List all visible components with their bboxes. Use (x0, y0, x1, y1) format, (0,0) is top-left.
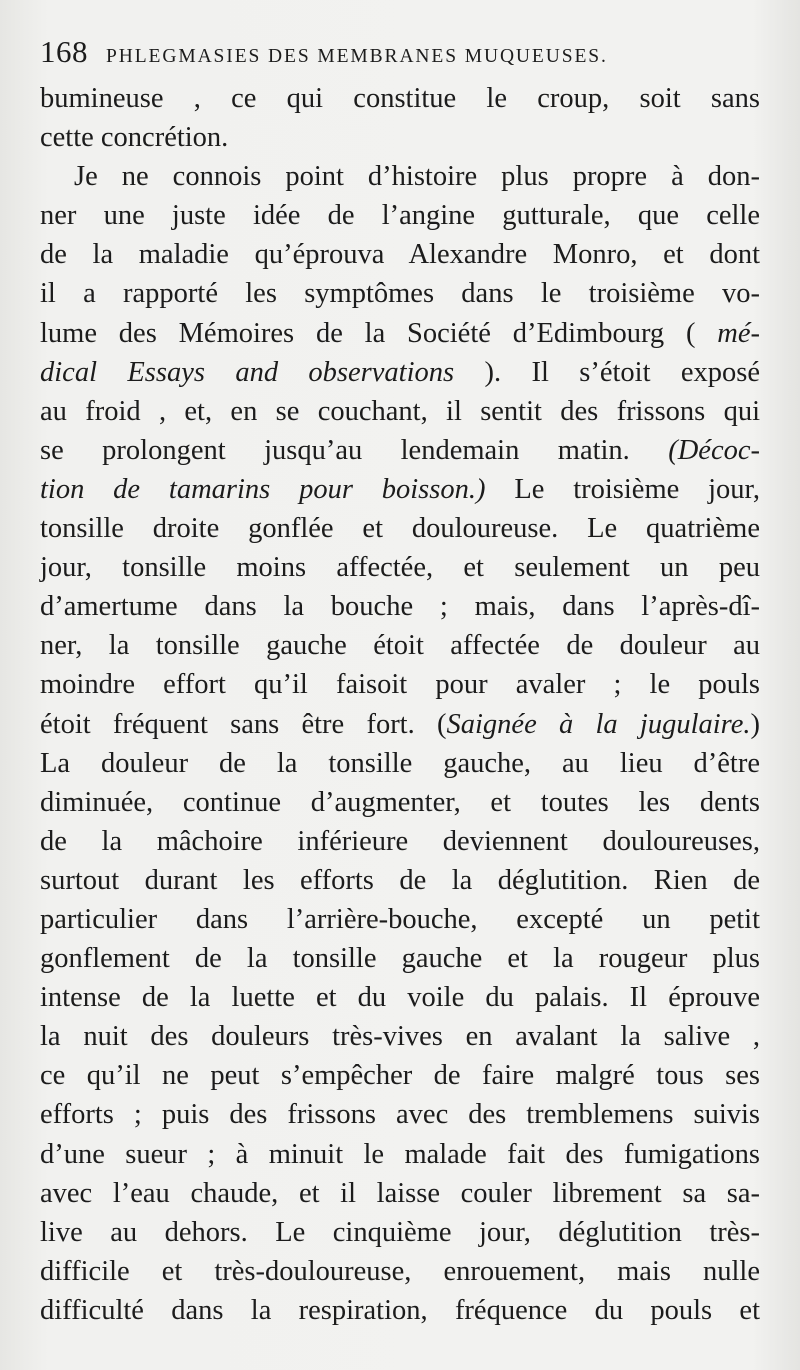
text-line: particulier dans l’arrière-bouche, excepté un petit (40, 903, 760, 935)
text-line: gonflement de la tonsille gauche et la rougeur plus (40, 943, 760, 975)
text-line: lume des Mémoires de la Société d’Edimbourg ( mé- (40, 317, 760, 349)
text-line: ner une juste idée de l’angine gutturale, que celle (40, 200, 760, 232)
text-line: tion de tamarins pour boisson.) Le troisième jour, (40, 473, 760, 505)
text-line: difficile et très-douloureuse, enrouement, mais nulle (40, 1255, 760, 1287)
text-line: diminuée, continue d’augmenter, et toutes les dents (40, 786, 760, 818)
text-line: se prolongent jusqu’au lendemain matin. (Décoc- (40, 434, 760, 466)
text-line: live au dehors. Le cinquième jour, déglutition très- (40, 1216, 760, 1248)
running-title: PHLEGMASIES DES MEMBRANES MUQUEUSES. (106, 46, 608, 67)
page-header (40, 34, 760, 74)
text-line: moindre effort qu’il faisoit pour avaler ; le pouls (40, 669, 760, 701)
body-text (40, 79, 760, 1330)
text-line: intense de la luette et du voile du palais. Il éprouve (40, 982, 760, 1014)
text-line: Je ne connois point d’histoire plus propre à don- (74, 161, 760, 193)
text-line: d’amertume dans la bouche ; mais, dans l’après-dî- (40, 591, 760, 623)
text-line: surtout durant les efforts de la déglutition. Rien de (40, 864, 760, 896)
text-line: La douleur de la tonsille gauche, au lieu d’être (40, 747, 760, 779)
text-line: cette concrétion. (40, 122, 229, 154)
text-line: étoit fréquent sans être fort. (Saignée à la jugulaire.) (40, 708, 760, 740)
text-line: difficulté dans la respiration, fréquence du pouls et (40, 1294, 760, 1326)
text-line: efforts ; puis des frissons avec des tremblemens suivis (40, 1099, 760, 1131)
text-line: ce qu’il ne peut s’empêcher de faire malgré tous ses (40, 1060, 760, 1092)
text-line: dical Essays and observations ). Il s’étoit exposé (40, 356, 761, 388)
text-line: au froid , et, en se couchant, il sentit des frissons qui (40, 395, 760, 427)
text-line: d’une sueur ; à minuit le malade fait des fumigations (40, 1138, 760, 1170)
text-line: avec l’eau chaude, et il laisse couler librement sa sa- (40, 1177, 760, 1209)
text-line: bumineuse , ce qui constitue le croup, soit sans (40, 83, 760, 114)
text-line: ner, la tonsille gauche étoit affectée de douleur au (40, 630, 760, 662)
text-line: la nuit des douleurs très-vives en avalant la salive , (40, 1021, 760, 1053)
text-line: il a rapporté les symptômes dans le troisième vo- (40, 278, 760, 310)
text-line: tonsille droite gonflée et douloureuse. Le quatrième (40, 513, 760, 545)
text-line: de la mâchoire inférieure deviennent douloureuses, (40, 825, 760, 857)
text-line: de la maladie qu’éprouva Alexandre Monro, et dont (40, 239, 760, 271)
text-line: jour, tonsille moins affectée, et seulement un peu (40, 552, 760, 584)
page-number: 168 (40, 34, 88, 69)
